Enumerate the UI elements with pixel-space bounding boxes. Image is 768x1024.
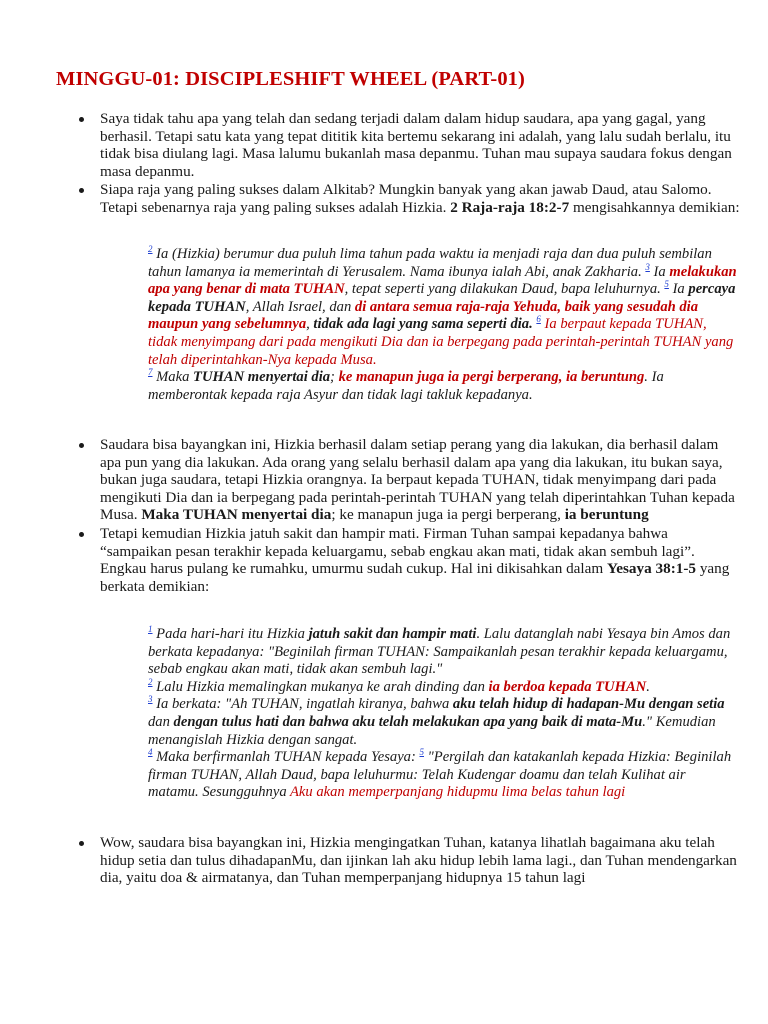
para4-text: Tetapi kemudian Hizkia jatuh sakit dan hampir mati. Firman Tuhan sampai kepadanya bahwa “sampaikan pesan terakhir kepada keluargamu, sebab engkau akan mati, tidak akan sembuh lagi”. Engkau harus pulang ke rumahku, umurmu sudah cukup. Hal ini dikisahkan dalam <box>100 524 695 578</box>
verse-text: Ia berkata: "Ah TUHAN, ingatlah kiranya, bahwa <box>152 696 453 713</box>
highlight-bold: ia beruntung <box>564 506 649 524</box>
verse-text: , <box>306 316 314 333</box>
verse-text: Maka berfirmanlah TUHAN kepada Yesaya: <box>152 749 420 766</box>
highlight-bold: tidak ada lagi yang sama seperti dia. <box>313 316 533 333</box>
list-item-para3 <box>0 436 768 524</box>
verse-number-link[interactable]: 2 <box>148 676 153 687</box>
quote2-verse3 <box>148 696 738 749</box>
page-title: MINGGU-01: DISCIPLESHIFT WHEEL (PART-01) <box>56 68 525 90</box>
verse-text-red: Ia berpaut kepada TUHAN, tidak menyimpang dari pada mengikuti Dia dan ia berpegang pada perintah-perintah TUHAN yang telah diperintahkan-Nya kepada Musa. <box>148 316 734 368</box>
list-item-para2 <box>0 181 768 216</box>
verse-text: Maka <box>152 369 194 386</box>
verse-text: ; <box>330 369 339 386</box>
verse-text: , Allah Israel, dan <box>245 298 355 315</box>
verse-text: . Lalu datanglah nabi Yesaya bin Amos dan berkata kepadanya: "Beginilah firman TUHAN: Sampaikanlah pesan terakhir kepada keluargamu, sebab engkau akan mati, tidak akan sembuh lagi." <box>148 626 731 678</box>
verse-text: . <box>646 678 650 695</box>
para2-text: Siapa raja yang paling sukses dalam Alkitab? Mungkin banyak yang akan jawab Daud, atau Salomo. Tetapi sebenarnya raja yang paling sukses adalah Hizkia. <box>100 181 712 216</box>
verse-text: Ia <box>649 263 670 280</box>
scripture-reference: 2 Raja-raja 18:2-7 <box>450 198 570 216</box>
verse-number-link[interactable]: 4 <box>148 747 153 758</box>
scripture-quote-2-raja-raja <box>148 246 738 404</box>
verse-number-link[interactable]: 3 <box>645 261 650 272</box>
quote2-verse1 <box>148 626 738 679</box>
verse-number-link[interactable]: 3 <box>148 694 153 705</box>
verse-number-link[interactable]: 5 <box>419 747 424 758</box>
para4-after: yang berkata demikian: <box>100 560 730 595</box>
scripture-reference: Yesaya 38:1-5 <box>607 560 697 578</box>
para3-text: Saudara bisa bayangkan ini, Hizkia berhasil dalam setiap perang yang dia lakukan, dia berhasil dalam apa pun yang dia lakukan. Ada orang yang selalu berhasil dalam apa yang dia lakukan, itu bukan saya, bukan juga saudara, tetapi Hizkia orangnya. Ia berpaut kepada TUHAN, tidak menyimpang dari pada mengikuti Dia dan ia berpegang pada perintah-perintah TUHAN yang telah diperintahkan Tuhan kepada Musa. <box>100 436 735 524</box>
highlight-bold: Maka TUHAN menyertai dia <box>141 506 332 524</box>
para2-after: mengisahkannya demikian: <box>569 198 740 216</box>
highlight-red: melakukan apa yang benar di mata TUHAN <box>148 263 737 298</box>
verse-text: Pada hari-hari itu Hizkia <box>152 626 309 642</box>
para1-text: Saya tidak tahu apa yang telah dan sedang terjadi dalam dalam hidup saudara, apa yang gagal, yang berhasil. Tetapi satu kata yang tepat dititik kita bertemu sekarang ini adalah, yang lalu sudah berlalu, itu tidak bisa diulang lagi. Masa lalumu bukanlah masa depanmu. Tuhan mau supaya saudara fokus dengan masa depanmu. <box>100 110 732 180</box>
verse-number-link[interactable]: 7 <box>148 367 153 378</box>
verse-text: , tepat seperti yang dilakukan Daud, bapa leluhurnya. <box>344 281 665 298</box>
scripture-quote-yesaya <box>148 626 738 802</box>
quote2-verse4 <box>148 749 738 802</box>
verse-text: ." Kemudian menangislah Hizkia dengan sangat. <box>148 713 716 748</box>
highlight-red: Aku akan memperpanjang hidupmu lima belas tahun lagi <box>290 784 626 801</box>
verse-number-link[interactable]: 6 <box>536 314 541 325</box>
verse-text: Ia <box>668 281 689 298</box>
verse-number-link[interactable]: 1 <box>148 624 153 634</box>
highlight-red: di antara semua raja-raja Yehuda, baik yang sesudah dia maupun yang sebelumnya <box>148 298 699 333</box>
verse-number-link[interactable]: 5 <box>664 279 669 290</box>
list-item-para1 <box>0 110 768 180</box>
highlight-bold: aku telah hidup di hadapan-Mu dengan setia <box>452 696 725 713</box>
bullet-list-closing <box>0 834 768 887</box>
highlight-bold: percaya kepada TUHAN <box>148 281 736 315</box>
verse-text: dan <box>148 713 174 730</box>
highlight-bold: jatuh sakit dan hampir mati <box>308 626 477 642</box>
para3-mid: ; ke manapun juga ia pergi berperang, <box>331 506 565 524</box>
quote1-block <box>148 246 738 369</box>
list-item-para5 <box>0 834 768 887</box>
verse-text: . Ia memberontak kepada raja Asyur dan tidak lagi takluk kepadanya. <box>148 369 664 403</box>
highlight-bold: dengan tulus hati dan bahwa aku telah melakukan apa yang baik di mata-Mu <box>173 713 643 730</box>
verse-text: "Pergilah dan katakanlah kepada Hizkia: Beginilah firman TUHAN, Allah Daud, bapa leluhurmu: Telah Kudengar doamu dan telah Kulihat air matamu. Sesungguhnya <box>148 749 732 801</box>
verse-text: Lalu Hizkia memalingkan mukanya ke arah dinding dan <box>152 678 489 695</box>
para5-text: Wow, saudara bisa bayangkan ini, Hizkia mengingatkan Tuhan, katanya lihatlah bagaimana aku telah hidup setia dan tulus dihadapanMu, dan ijinkan lah aku hidup lebih lama lagi., dan Tuhan mendengarkan dia, yaitu doa & airmatanya, dan Tuhan memperpanjang hidupnya 15 tahun lagi <box>100 834 737 887</box>
bullet-list-intro <box>0 110 768 217</box>
list-item-para4 <box>0 525 768 595</box>
quote1-verse7 <box>148 369 738 404</box>
highlight-red: ke manapun juga ia pergi berperang, ia beruntung <box>338 369 645 386</box>
bullet-list-middle <box>0 436 768 595</box>
quote2-verse2 <box>148 676 738 697</box>
verse-text: Ia (Hizkia) berumur dua puluh lima tahun pada waktu ia menjadi raja dan dua puluh sembilan tahun lamanya ia memerintah di Yerusalem. Nama ibunya ialah Abi, anak Zakharia. <box>148 246 712 280</box>
highlight-bold: TUHAN menyertai dia <box>193 369 331 386</box>
verse-number-link[interactable]: 2 <box>148 244 153 254</box>
highlight-red: ia berdoa kepada TUHAN <box>488 678 647 695</box>
